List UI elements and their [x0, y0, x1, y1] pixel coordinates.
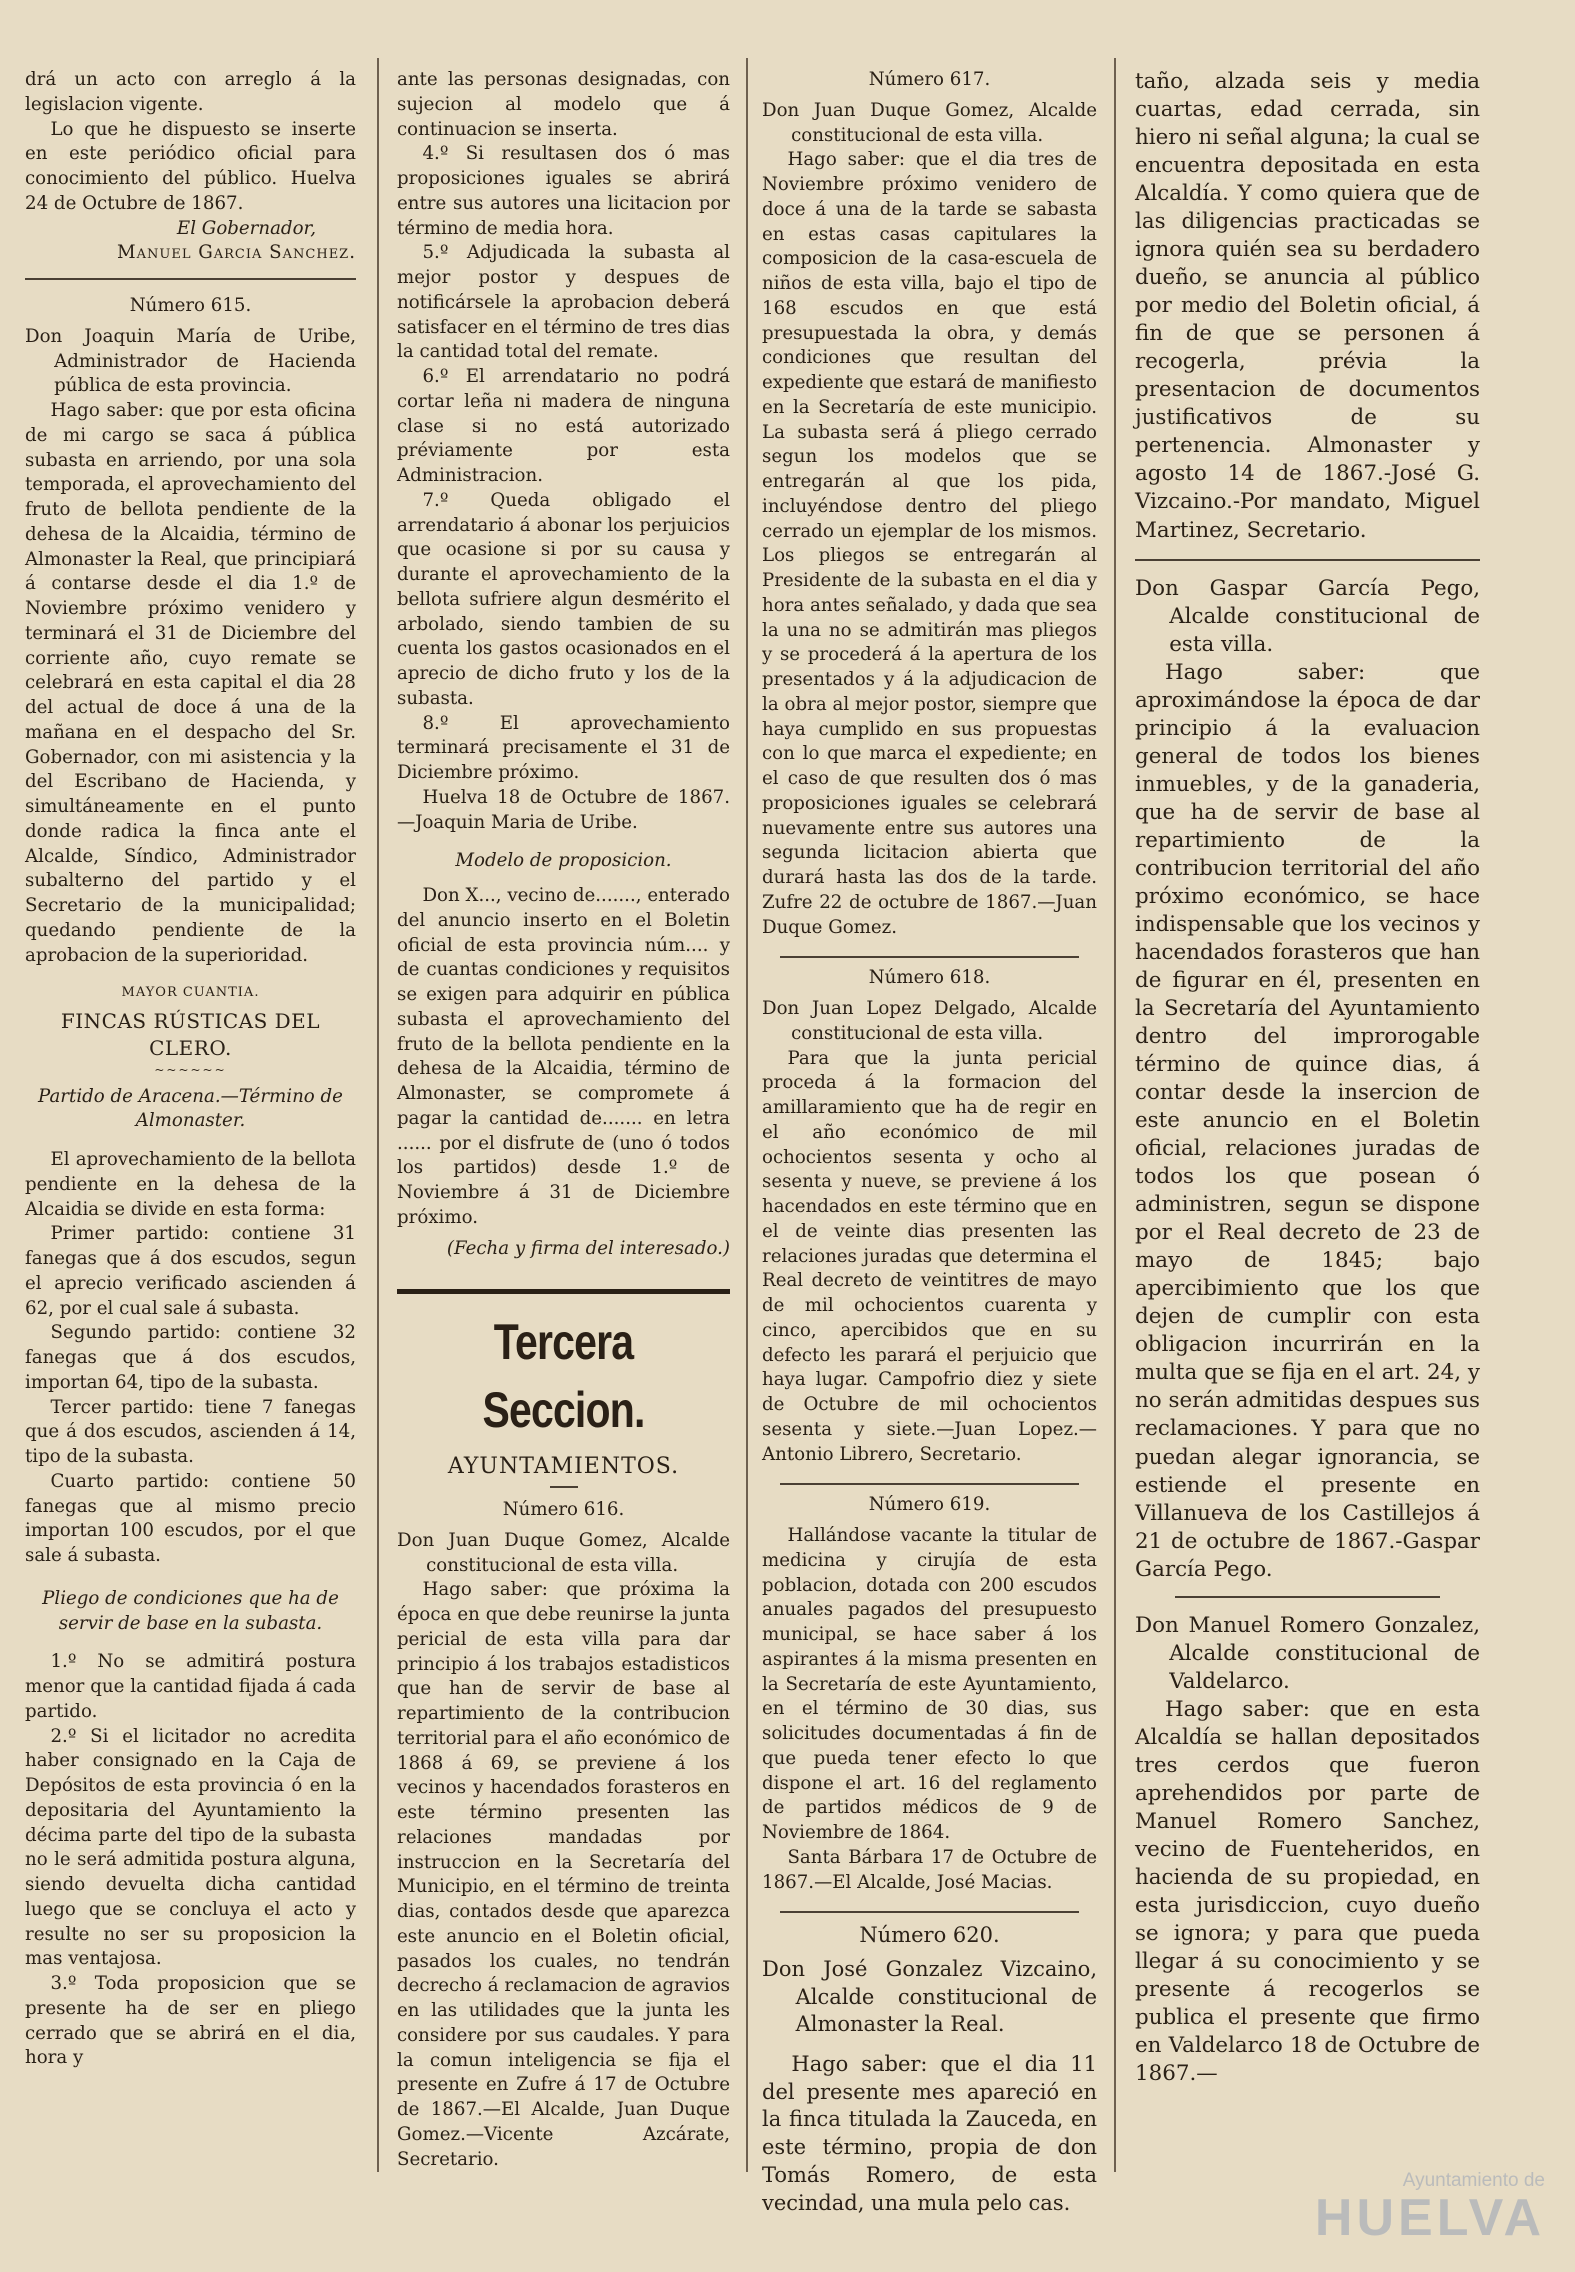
notice-heading [1135, 575, 1480, 659]
condition: 2.º Si el licitador no acredita haber consignado en la Caja de Depósitos de esta provincia ó en la depositaria del Ayuntamiento la décima parte del tipo de la subasta no le será admitida postura alguna, siendo devuelta dicha cantidad luego que se concluya el acto y resulte no ser su proposicion la mas ventajosa. [25, 1725, 356, 1970]
paragraph: El aprovechamiento de la bellota pendiente en la dehesa de la Alcaidia se divide en esta forma: [25, 1149, 356, 1220]
condition: 1.º No se admitirá postura menor que la cantidad fijada á cada partido. [25, 1651, 356, 1722]
divider [780, 1483, 1079, 1485]
paragraph: Don X..., vecino de......., enterado del anuncio inserto en el Boletin oficial de esta provincia núm.... y de cuantas condiciones y requisitos se exigen para adquirir en pública subasta el aprovechamiento del fruto de la bellota pendiente en la dehesa de la Alcaidia, término de Almonaster, se compromete á pagar la cantidad de....... en letra ...... por el disfrute de (uno ó todos los partidos) desde 1.º de Noviembre á 31 de Diciembre próximo. [397, 885, 730, 1228]
signature-name: Manuel Garcia Sanchez. [116, 242, 356, 264]
notice-heading-text: Don Joaquin María de Uribe, Administrador de Hacienda pública de esta provincia. [25, 325, 356, 397]
notice-heading-text: Don Juan Duque Gomez, Alcalde constitucional de esta villa. [762, 99, 1097, 146]
column-rule [746, 58, 748, 2172]
condition: 3.º Toda proposicion que se presente ha de ser en pliego cerrado que se abrirá en el dia, hora y [25, 1973, 356, 2069]
notice-number: Número 619. [868, 1494, 991, 1516]
notice-number: Número 616. [502, 1499, 625, 1521]
divider [25, 278, 356, 280]
notice-heading-text: Don Manuel Romero Gonzalez, Alcalde constitucional de Valdelarco. [1135, 1612, 1480, 1694]
notice-heading [762, 997, 1097, 1047]
section-title: Tercera Seccion. [482, 1314, 645, 1439]
divider [550, 1486, 578, 1488]
notice-number: Número 618. [868, 967, 991, 989]
paragraph: drá un acto con arreglo á la legislacion vigente. [25, 69, 356, 115]
divider [1175, 1596, 1440, 1598]
paragraph: ante las personas designadas, con sujecion al modelo que á continuacion se inserta. [397, 69, 730, 140]
paragraph: Primer partido: contiene 31 fanegas que á dos escudos, segun el aprecio verificado ascienden á 62, por el cual sale á subasta. [25, 1223, 356, 1319]
column-2 [397, 68, 730, 2202]
paragraph: Segundo partido: contiene 32 fanegas que á dos escudos, importan 64, tipo de la subasta. [25, 1322, 356, 1393]
section-heading: FINCAS RÚSTICAS DEL CLERO. [60, 1008, 321, 1061]
watermark-top: Ayuntamiento de [1402, 2170, 1545, 2191]
divider [780, 956, 1079, 958]
section-divider [397, 1289, 730, 1294]
condition: 5.º Adjudicada la subasta al mejor postor y despues de notificársele la aprobacion deberá satisfacer en el término de tres dias la cantidad total del remate. [397, 242, 730, 363]
paragraph: Hago saber: que próxima la época en que debe reunirse la junta pericial de esta villa para dar principio á los trabajos estadisticos que han de servir de base al repartimiento de la contribucion territorial para el año económico de 1868 á 69, se previene á los vecinos y hacendados forasteros en este término presenten las relaciones mandadas por instruccion en la Secretaría del Municipio, en el término de treinta dias, contados desde que aparezca este anuncio en el Boletin oficial, pasados los cuales, no tendrán decrecho á reclamacion de agravios en las utilidades que la junta les considere por sus caudales. Y para la comun inteligencia se fija el presente en Zufre á 17 de Octubre de 1867.—El Alcalde, Juan Duque Gomez.—Vicente Azcárate, Secretario. [397, 1579, 730, 2170]
condition: 6.º El arrendatario no podrá cortar leña ni madera de ninguna clase si no está autorizado préviamente por esta Administracion. [397, 366, 730, 486]
column-4 [1135, 68, 1480, 2202]
signature-line: (Fecha y firma del interesado.) [446, 1237, 730, 1259]
column-rule [1114, 58, 1116, 2172]
subsection-heading: Partido de Aracena.—Término de Almonaster. [38, 1085, 343, 1132]
ornament-divider: ~~~~~~ [154, 1063, 227, 1078]
notice-number: Número 615. [129, 295, 252, 316]
paragraph: Hago saber: que por esta oficina de mi cargo se saca á pública subasta en arriendo, por una sola temporada, el aprovechamiento del fruto de bellota pendiente de la dehesa de la Alcaidia, término de Almonaster la Real, que principiará á contarse desde el dia 1.º de Noviembre próximo venidero y terminará el 31 de Diciembre del corriente año, cuyo remate se celebrará en esta capital el dia 28 del actual de doce á una de la mañana en el despacho del Sr. Gobernador, con mi asistencia y la del Escribano de Hacienda, y simultáneamente en el punto donde radica la finca ante el Alcalde, Síndico, Administrador subalterno del partido y el Secretario de la municipalidad; quedando pendiente de la aprobacion de la superioridad. [25, 400, 356, 966]
column-1 [25, 68, 356, 2202]
paragraph: taño, alzada seis y media cuartas, edad cerrada, sin hiero ni señal alguna; la cual se encuentra depositada en esta Alcaldía. Y como quiera que de las diligencias practicadas se ignora quién sea su berdadero dueño, se anuncia al público por medio del Boletin oficial, á fin de que se personen á recogerla, prévia la presentacion de documentos justificativos de su pertenencia. Almonaster y agosto 14 de 1867.-José G. Vizcaino.-Por mandato, Miguel Martinez, Secretario. [1135, 69, 1480, 543]
signature-title: El Gobernador, [176, 217, 316, 239]
notice-heading [762, 1956, 1097, 2039]
notice-number: Número 620. [859, 1923, 1000, 1948]
notice-heading-text: Don Gaspar García Pego, Alcalde constitucional de esta villa. [1135, 575, 1480, 657]
subsection-heading: Pliego de condiciones que ha de servir de base en la subasta. [42, 1587, 339, 1634]
notice-heading [1135, 1612, 1480, 1696]
paragraph: Hago saber: que el dia 11 del presente mes apareció en la finca titulada la Zauceda, en este término, propia de don Tomás Romero, de esta vecindad, una mula pelo cas. [762, 2051, 1097, 2215]
watermark-bottom: HUELVA [1314, 2189, 1545, 2247]
notice-number: Número 617. [868, 69, 991, 90]
paragraph: Hago saber: que en esta Alcaldía se hallan depositados tres cerdos que fueron aprehendidos por parte de Manuel Romero Sanchez, vecino de Fuenteheridos, en hacienda de su propiedad, en esta jurisdiccion, cuyo dueño se ignora; y para que pueda llegar á su conocimiento y se presente á recogerlos se publica el presente que firmo en Valdelarco 18 de Octubre de 1867.— [1135, 1696, 1480, 2087]
column-3 [762, 68, 1097, 2215]
paragraph: Para que la junta pericial proceda á la formacion del amillaramiento que ha de regir en el año económico de mil ochocientos sesenta y ocho al sesenta y nueve, se previene á los hacendados en este término que en el de veinte dias presenten las relaciones juradas que determina el Real decreto de veintitres de mayo de mil ochocientos cuarenta y cinco, apercibidos que en su defecto les parará el perjuicio que haya lugar. Campofrio diez y siete de Octubre de mil ochocientos sesenta y siete.—Juan Lopez.—Antonio Librero, Secretario. [762, 1047, 1097, 1465]
paragraph: Hago saber: que el dia tres de Noviembre próximo venidero de doce á una de la tarde se sabasta en estas casas capitulares la composicion de la casa-escuela de niños de esta villa, bajo el tipo de 168 escudos en que está presupuestada la obra, y demás condiciones que resultan del expediente que estará de manifiesto en la Secretaría de este municipio. La subasta será á pliego cerrado segun los modelos que se entregarán al que los pida, incluyéndose dentro del pliego cerrado un ejemplar de los mismos. Los pliegos se entregarán al Presidente de la subasta en el dia y hora antes señalado, y dada que sea la una no se admitirán mas pliegos y se procederá á la apertura de los presentados y á la adjudicacion de la obra al mejor postor, siempre que haya cumplido en sus propuestas con lo que marca el expediente; en el caso de que resulten dos ó mas proposiciones iguales se celebrará nuevamente entre sus autores una segunda licitacion abierta que durará hasta las dos de la tarde. Zufre 22 de octubre de 1867.—Juan Duque Gomez. [762, 149, 1097, 938]
notice-heading-text: Don José Gonzalez Vizcaino, Alcalde constitucional de Almonaster la Real. [762, 1956, 1097, 2037]
notice-heading [762, 99, 1097, 149]
notice-heading-text: Don Juan Duque Gomez, Alcalde constitucional de esta villa. [397, 1529, 730, 1576]
paragraph: Tercer partido: tiene 7 fanegas que á dos escudos, ascienden á 14, tipo de la subasta. [25, 1396, 356, 1468]
section-subtitle: AYUNTAMIENTOS. [447, 1454, 680, 1480]
condition: 8.º El aprovechamiento terminará precisamente el 31 de Diciembre próximo. [397, 712, 730, 783]
date-signature: Huelva 18 de Octubre de 1867.—Joaquin Maria de Uribe. [397, 786, 730, 833]
section-label: MAYOR CUANTIA. [121, 985, 260, 1001]
condition: 7.º Queda obligado el arrendatario á abonar los perjuicios que ocasione si por su causa y durante el aprovechamiento de la bellota sufriere algun desmérito el arbolado, siendo tambien de su cuenta los gastos ocasionados en el aprecio de dicho fruto y los de la subasta. [397, 489, 730, 709]
date-signature: Santa Bárbara 17 de Octubre de 1867.—El Alcalde, José Macias. [762, 1846, 1097, 1893]
subsection-heading: Modelo de proposicion. [455, 850, 672, 872]
paragraph: Cuarto partido: contiene 50 fanegas que al mismo precio importan 100 escudos, por el que sale á subasta. [25, 1470, 356, 1567]
notice-heading [25, 325, 356, 399]
condition: 4.º Si resultasen dos ó mas proposiciones iguales se abrirá entre sus autores una licitacion por término de media hora. [397, 143, 730, 239]
notice-heading [397, 1529, 730, 1579]
paragraph: Hallándose vacante la titular de medicina y cirujía de esta poblacion, dotada con 200 escudos anuales pagados del presupuesto municipal, se hace saber á los aspirantes á la misma presenten en la Secretaría de este Ayuntamiento, en el término de 30 dias, sus solicitudes documentadas á fin de que pueda tener efecto lo que dispone el art. 16 del reglamento de partidos médicos de 9 de Noviembre de 1864. [762, 1525, 1097, 1843]
column-rule [377, 58, 379, 2172]
paragraph: Lo que he dispuesto se inserte en este periódico oficial para conocimiento del público. Huelva 24 de Octubre de 1867. [25, 118, 356, 214]
notice-heading-text: Don Juan Lopez Delgado, Alcalde constitucional de esta villa. [762, 998, 1097, 1044]
paragraph: Hago saber: que aproximándose la época de dar principio á la evaluacion general de todos los bienes inmuebles, y de la ganaderia, que ha de servir de base al repartimiento de la contribucion territorial del año próximo económico, se hace indispensable que los vecinos y hacendados forasteros que han de figurar en él, presenten en la Secretaría del Ayuntamiento dentro del improrogable término de quince dias, á contar desde la insercion de este anuncio en el Boletin oficial, relaciones juradas de todos los que posean ó administren, segun se dispone por el Real decreto de 23 de mayo de 1845; bajo apercibimiento que los que dejen de cumplir con esta obligacion incurrirán en la multa que se fija en el art. 24, y no serán admitidas despues sus reclamaciones. Y para que no puedan alegar ignorancia, se estiende el presente en Villanueva de los Castillejos á 21 de octubre de 1867.-Gaspar García Pego. [1135, 659, 1480, 1582]
divider [1135, 559, 1480, 561]
divider [780, 1911, 1079, 1913]
watermark-logo [1314, 2170, 1545, 2247]
